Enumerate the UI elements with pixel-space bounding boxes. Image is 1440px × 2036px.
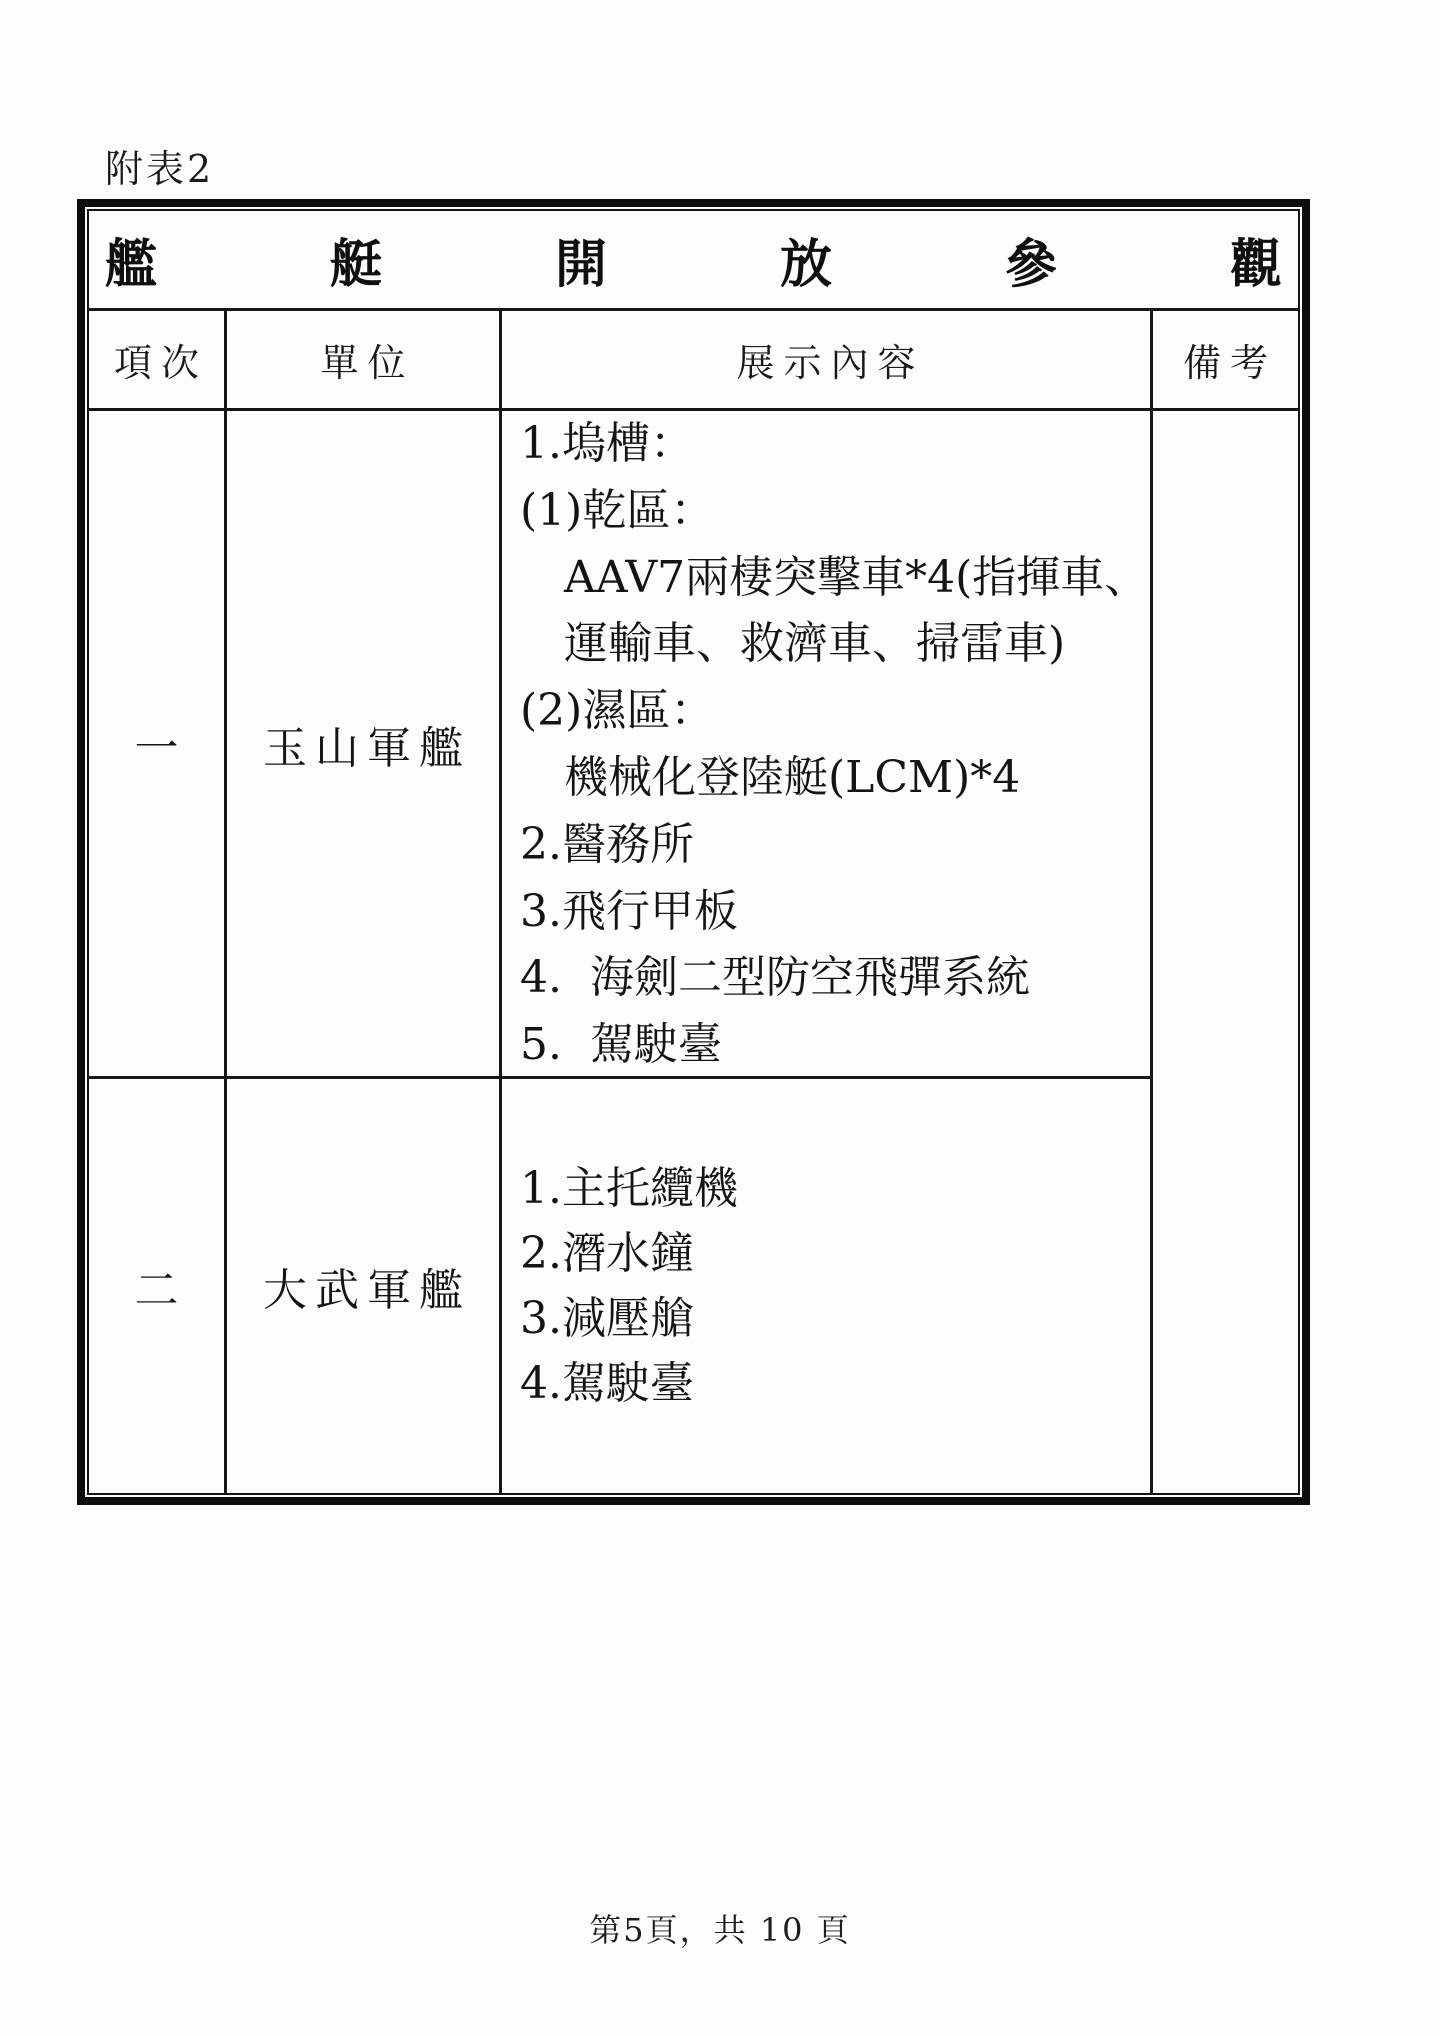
- title-char: 放: [779, 234, 832, 295]
- content-line: (2)濕區：: [520, 685, 715, 737]
- row1-unit-name: 玉山軍艦: [227, 411, 502, 1079]
- table-grid: [89, 211, 1298, 1493]
- content-line: (1)乾區：: [520, 484, 715, 536]
- title-char: 開: [554, 234, 607, 295]
- row2-unit-name: 大武軍艦: [227, 1079, 502, 1493]
- remarks-merged-cell: [1153, 411, 1298, 1493]
- content-line: 2.醫務所: [520, 818, 694, 870]
- column-header-remarks: 備考: [1153, 311, 1298, 411]
- ship-visit-table: [77, 199, 1310, 1505]
- row2-item-number: 二: [89, 1079, 227, 1493]
- title-char: 艦: [105, 234, 158, 295]
- appendix-label: 附表2: [105, 147, 215, 191]
- title-char: 參: [1004, 234, 1057, 295]
- content-line: 運輸車、救濟車、掃雷車): [520, 618, 1066, 670]
- row1-display-content: [502, 411, 1153, 1079]
- row1-item-number: 一: [89, 411, 227, 1079]
- column-header-unit: 單位: [227, 311, 502, 411]
- content-line: 機械化登陸艇(LCM)*4: [520, 751, 1021, 803]
- table-inner-frame: [87, 209, 1300, 1495]
- content-line: 3.減壓艙: [520, 1293, 694, 1344]
- table-title-row: [89, 211, 1298, 311]
- content-line: 1.塢槽：: [520, 418, 694, 469]
- content-line: 4. 海劍二型防空飛彈系統: [520, 952, 1030, 1004]
- content-line: AAV7兩棲突擊車*4(指揮車、: [520, 551, 1149, 603]
- content-line: 5. 駕駛臺: [520, 1019, 722, 1071]
- column-header-content: 展示內容: [502, 311, 1153, 411]
- title-char: 艇: [329, 234, 382, 295]
- content-line: 1.主托纜機: [520, 1163, 738, 1214]
- row2-display-content: [502, 1079, 1153, 1493]
- title-char: 觀: [1229, 234, 1282, 295]
- content-line: 4.駕駛臺: [520, 1358, 694, 1409]
- content-line: 2.潛水鐘: [520, 1228, 694, 1279]
- column-header-item: 項次: [89, 311, 227, 411]
- content-line: 3.飛行甲板: [520, 885, 738, 937]
- page-number: 第5頁，共 10 頁: [589, 1911, 851, 1949]
